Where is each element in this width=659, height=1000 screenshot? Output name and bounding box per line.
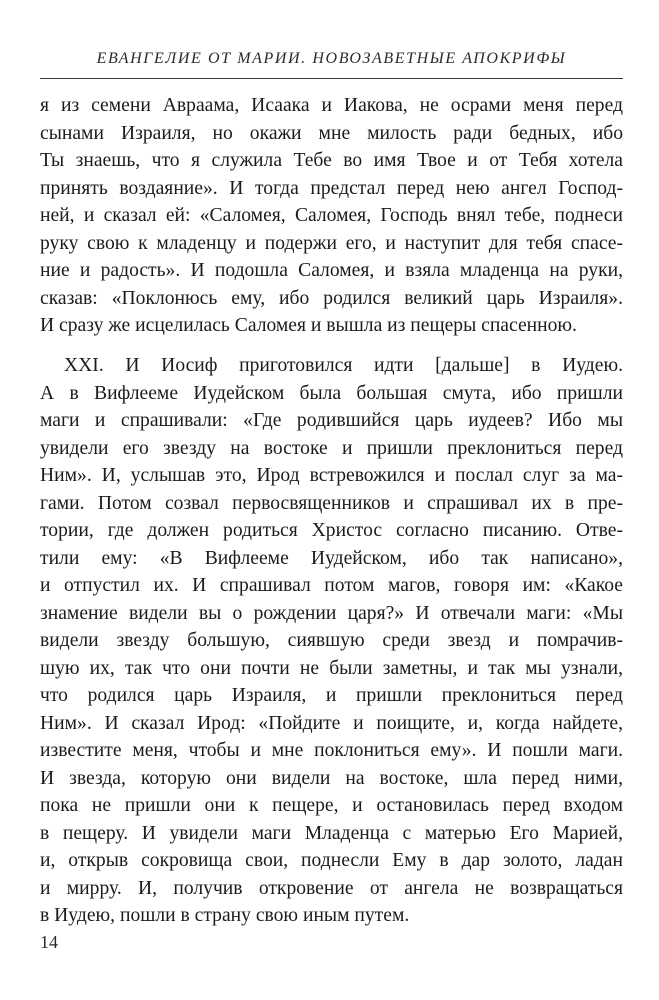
text-line: увидели его звезду на востоке и пришли преклониться перед (40, 437, 623, 459)
page-number: 14 (40, 932, 58, 952)
text-line: ней, и сказал ей: «Саломея, Саломея, Господь внял тебе, поднеси (40, 205, 623, 226)
text-line: пока не пришли они к пещере, и остановилась перед входом (40, 795, 623, 816)
text-line: маги и спрашивали: «Где родившийся царь иудеев? Ибо мы (40, 410, 623, 431)
text-line: и, открыв сокровища свои, поднесли Ему в дар золото, ладан (40, 850, 623, 871)
text-line: видели звезду большую, сиявшую среди звезд и помрачив- (40, 630, 623, 651)
text-line: руку свою к младенцу и подержи его, и наступит для тебя спасе- (40, 232, 623, 254)
text-line: XXI. И Иосиф приготовился идти [дальше] в Иудею. (64, 355, 623, 376)
header-rule (40, 78, 623, 79)
text-line: в пещеру. И увидели маги Младенца с матерью Его Марией, (40, 822, 623, 844)
text-line: тили ему: «В Вифлееме Иудейском, ибо так написано», (40, 547, 623, 569)
text-line: я из семени Авраама, Исаака и Иакова, не осрами меня перед (40, 95, 623, 116)
paragraph-2 (40, 352, 623, 930)
text-line: сказав: «Поклонюсь ему, ибо родился великий царь Израиля». (40, 287, 623, 309)
text-line: шую их, так что они почти не были заметны, и так мы узнали, (40, 657, 623, 679)
text-line: гами. Потом созвал первосвященников и спрашивал их в пре- (40, 492, 623, 514)
text-line: И сразу же исцелилась Саломея и вышла из пещеры спасенною. (40, 315, 577, 336)
text-line: и отпустил их. И спрашивал потом магов, говоря им: «Какое (40, 575, 623, 596)
text-line: И звезда, которую они видели на востоке, шла перед ними, (40, 767, 623, 789)
text-line: А в Вифлееме Иудейском была большая смута, ибо пришли (40, 382, 623, 404)
text-line: что родился царь Израиля, и пришли преклониться перед (40, 685, 623, 706)
text-line: Ним». И, услышав это, Ирод встревожился и послал слуг за ма- (40, 465, 623, 486)
paragraph-1 (40, 92, 623, 340)
running-header: ЕВАНГЕЛИЕ ОТ МАРИИ. НОВОЗАВЕТНЫЕ АПОКРИФЫ (96, 50, 567, 67)
text-line: сынами Израиля, но окажи мне милость ради бедных, ибо (40, 122, 623, 144)
text-line: Ним». И сказал Ирод: «Пойдите и поищите, и, когда найдете, (40, 712, 623, 734)
text-line: тории, где должен родиться Христос согласно писанию. Отве- (40, 520, 623, 541)
text-line: знамение видели вы о рождении царя?» И отвечали маги: «Мы (40, 602, 623, 624)
text-line: принять воздаяние». И тогда предстал перед нею ангел Господ- (40, 177, 623, 199)
text-line: в Иудею, пошли в страну свою иным путем. (40, 905, 410, 926)
text-line: Ты знаешь, что я служила Тебе во имя Твое и от Тебя хотела (40, 150, 623, 171)
text-line: известите меня, чтобы и мне поклониться ему». И пошли маги. (40, 740, 623, 761)
text-line: ние и радость». И подошла Саломея, и взяла младенца на руки, (40, 260, 623, 281)
text-line: и мирру. И, получив откровение от ангела не возвращаться (40, 877, 623, 899)
